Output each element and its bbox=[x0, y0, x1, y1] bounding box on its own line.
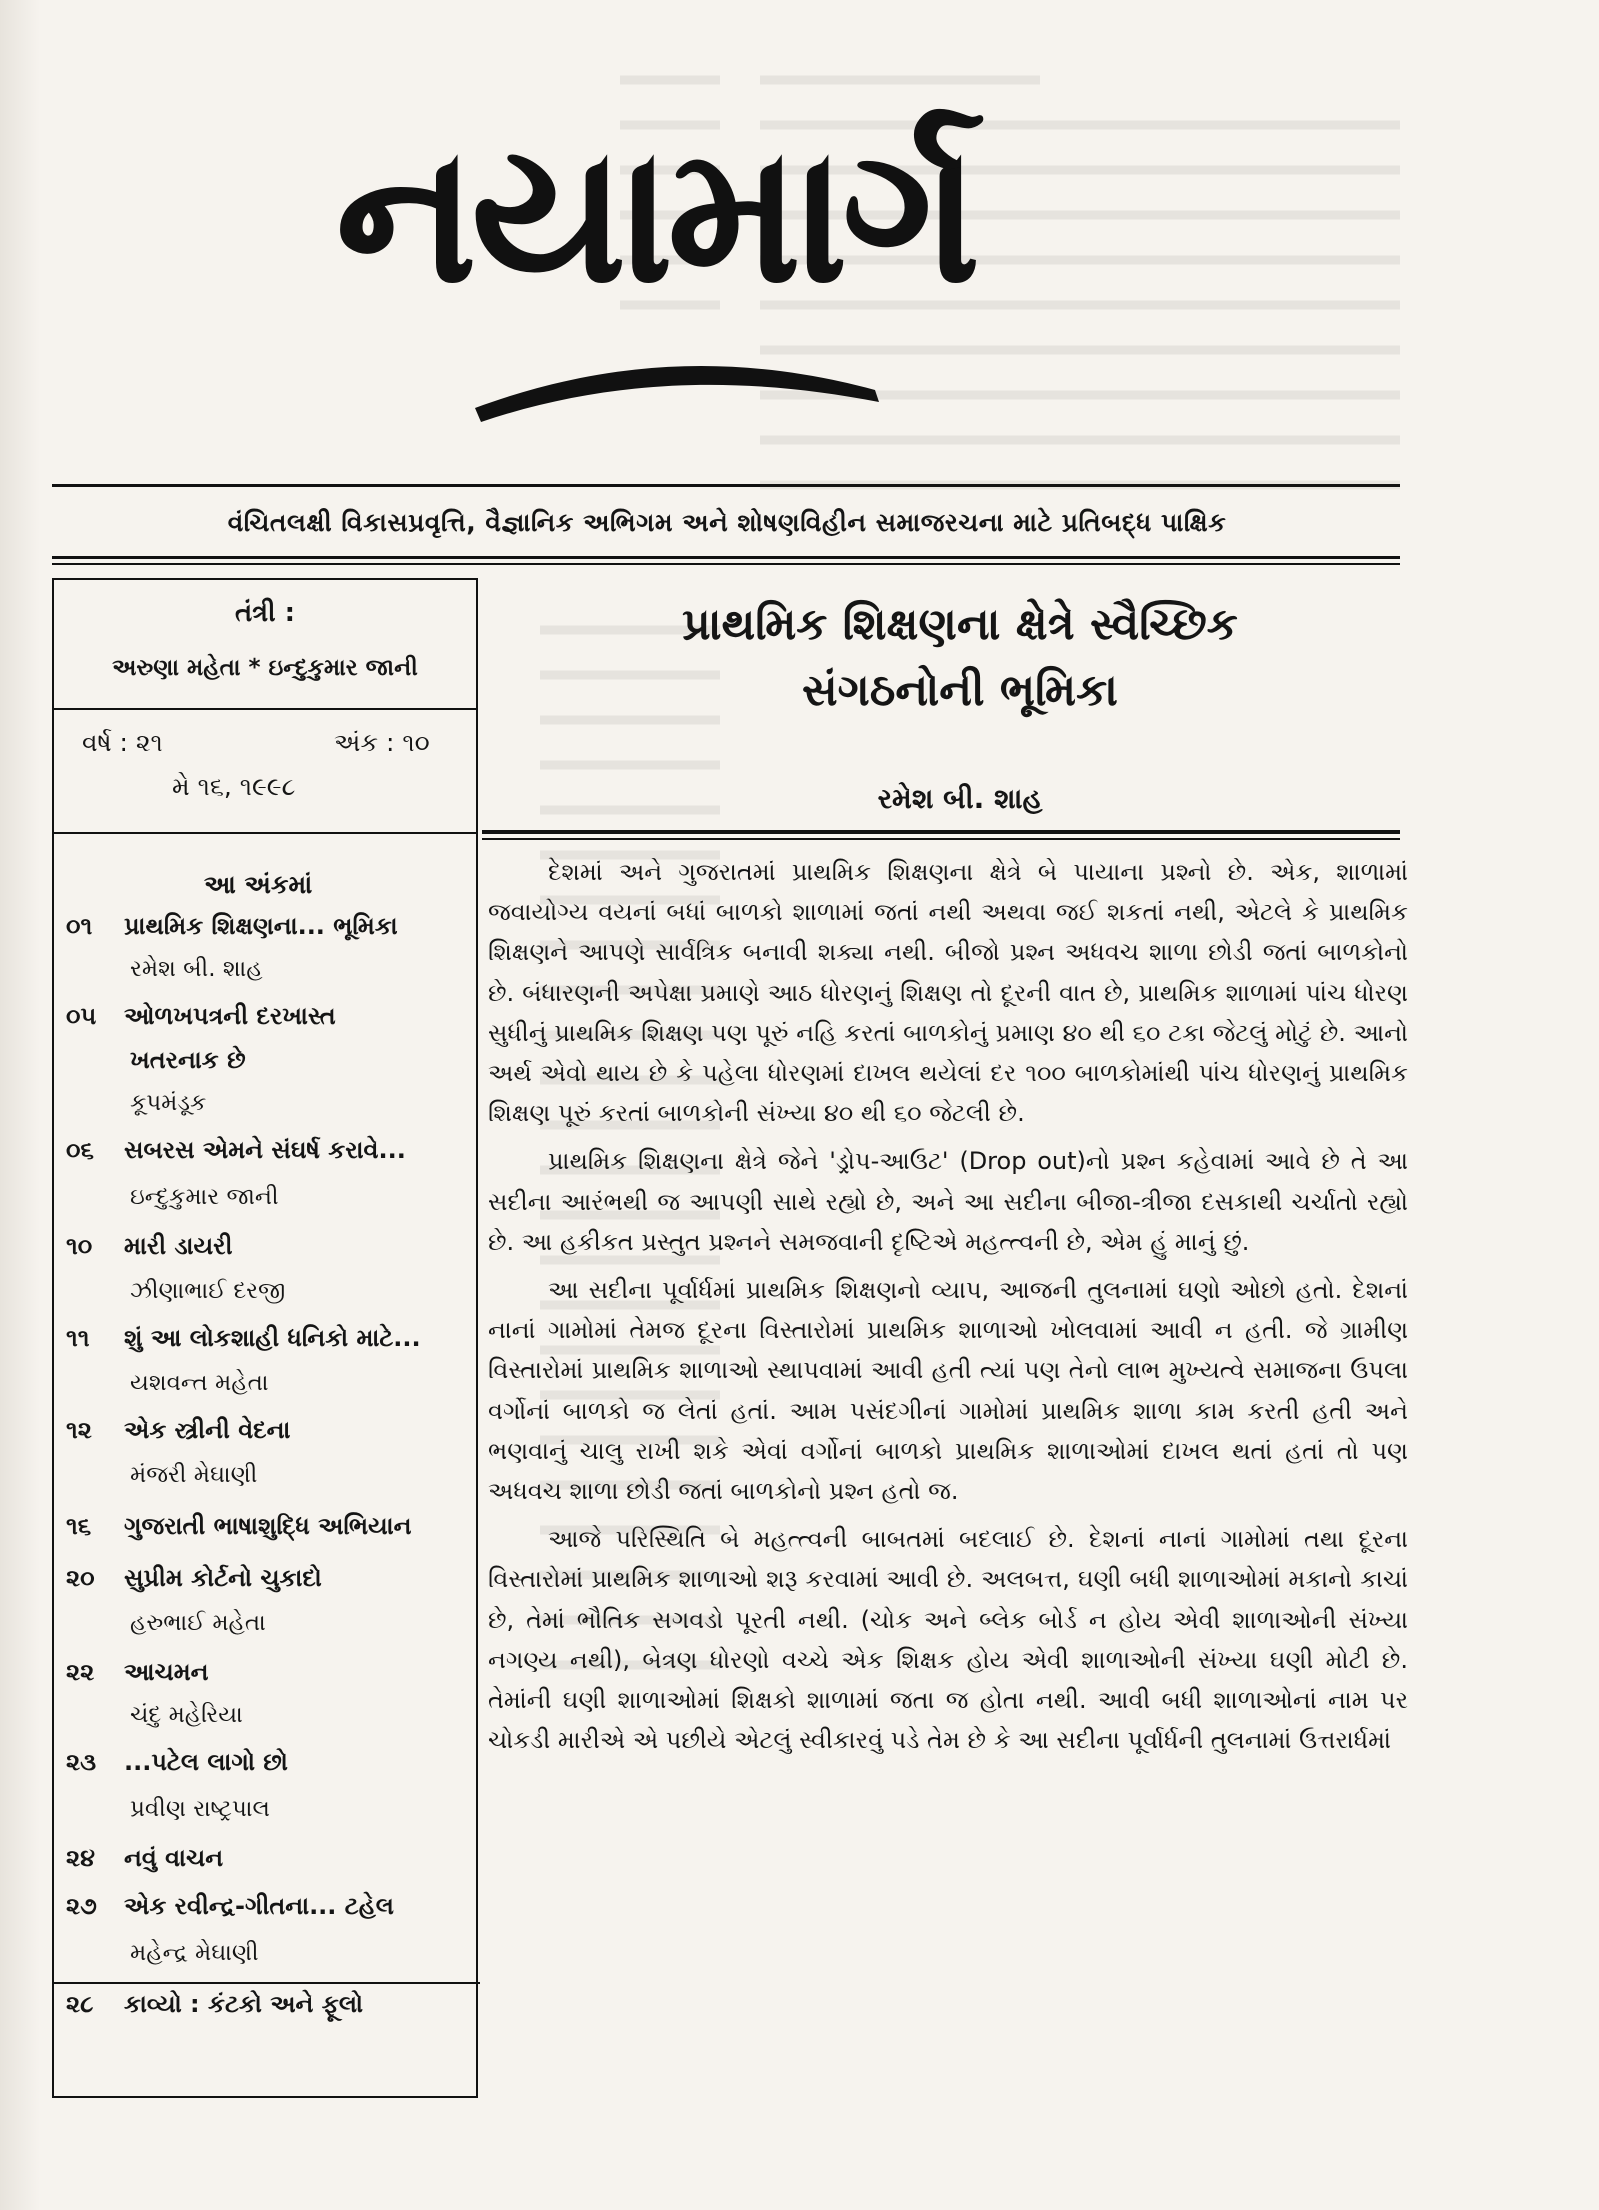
toc-title: ...પટેલ લાગો છો bbox=[124, 1748, 288, 1776]
article-paragraph: દેશમાં અને ગુજરાતમાં પ્રાથમિક શિક્ષણના ક્ષેત્રે બે પાયાના પ્રશ્નો છે. એક, શાળામાં જવાયોગ્ય વયનાં બધાં બાળકો શાળામાં જતાં નથી અથવા જઈ શકતાં નથી, એટલે કે પ્રાથમિક શિક્ષણને આપણે સાર્વત્રિક બનાવી શક્યા નથી. બીજો પ્રશ્ન અધવચ શાળા છોડી જતાં બાળકોનો છે. બંધારણની અપેક્ષા પ્રમાણે આઠ ધોરણનું શિક્ષણ તો દૂરની વાત છે, પ્રાથમિક શાળામાં પાંચ ધોરણ સુધીનું પ્રાથમિક શિક્ષણ પણ પૂરું નહિ કરતાં બાળકોનું પ્રમાણ ૪૦ થી ૬૦ ટકા જેટલું મોટું છે. આનો અર્થ એવો થાય છે કે પહેલા ધોરણમાં દાખલ થયેલાં દર ૧૦૦ બાળકોમાંથી પાંચ ધોરણનું પ્રાથમિક શિક્ષણ પૂરું કરતાં બાળકોની સંખ્યા ૪૦ થી ૬૦ જેટલી છે. bbox=[488, 858, 1408, 1128]
toc-author: ઝીણાભાઈ દરજી bbox=[130, 1278, 286, 1304]
top-rule bbox=[52, 484, 1400, 487]
toc-title: પ્રાથમિક શિક્ષણના... ભૂમિકા bbox=[124, 912, 398, 940]
toc-page-number: ૨૭ bbox=[66, 1892, 97, 1920]
tagline-bottom-rule-thin bbox=[52, 563, 1400, 565]
toc-title: ગુજરાતી ભાષાશુદ્ધિ અભિયાન bbox=[124, 1512, 412, 1540]
toc-author: હરુભાઈ મહેતા bbox=[130, 1610, 266, 1636]
article-paragraph: પ્રાથમિક શિક્ષણના ક્ષેત્રે જેને 'ડ્રોપ-આઉટ' (Drop out)નો પ્રશ્ન કહેવામાં આવે છે તે આ સદીના આરંભથી જ આપણી સાથે રહ્યો છે, અને આ સદીના બીજા-ત્રીજા દસકાથી ચર્ચાતો રહ્યો છે. આ હકીકત પ્રસ્તુત પ્રશ્નને સમજવાની દૃષ્ટિએ મહત્ત્વની છે, એમ હું માનું છું. bbox=[488, 1147, 1408, 1256]
toc-bottom-rule bbox=[54, 1982, 480, 1984]
page-edge-shadow bbox=[0, 0, 40, 2210]
toc-author: મંજરી મેઘાણી bbox=[130, 1462, 258, 1488]
article-title bbox=[480, 592, 1440, 724]
toc-title: સુપ્રીમ કોર્ટનો ચુકાદો bbox=[124, 1564, 322, 1592]
toc-author: પ્રવીણ રાષ્ટ્રપાલ bbox=[130, 1796, 270, 1822]
article-title-line-2: સંગઠનોની ભૂમિકા bbox=[802, 665, 1118, 716]
toc-author: ચંદુ મહેરિયા bbox=[130, 1702, 243, 1728]
sidebar-divider bbox=[54, 832, 476, 834]
toc-author: રમેશ બી. શાહ bbox=[130, 956, 263, 982]
toc-heading: આ અંકમાં bbox=[204, 870, 313, 899]
toc-title: સબરસ એમને સંઘર્ષ કરાવે... bbox=[124, 1136, 406, 1164]
masthead-title: નયામાર્ગ bbox=[335, 104, 975, 325]
toc-item[interactable] bbox=[66, 1892, 394, 1920]
article-paragraph: આ સદીના પૂર્વાર્ધમાં પ્રાથમિક શિક્ષણનો વ્યાપ, આજની તુલનામાં ઘણો ઓછો હતો. દેશનાં નાનાં ગામોમાં તેમજ દૂરના વિસ્તારોમાં પ્રાથમિક શાળાઓ ખોલવામાં આવી ન હતી. જે ગ્રામીણ વિસ્તારોમાં પ્રાથમિક શાળાઓ સ્થાપવામાં આવી હતી ત્યાં પણ તેનો લાભ મુખ્યત્વે સમાજના ઉપલા વર્ગોનાં બાળકો જ લેતાં હતાં. આમ પસંદગીનાં ગામોમાં પ્રાથમિક શાળા કામ કરતી હતી અને ભણવાનું ચાલુ રાખી શકે એવાં વર્ગોનાં બાળકો પ્રાથમિક શાળાઓમાં દાખલ થતાં હતાં તો પણ અધવચ શાળા છોડી જતાં બાળકોનો પ્રશ્ન હતો જ. bbox=[488, 1276, 1408, 1506]
toc-page-number: ૧૨ bbox=[66, 1416, 92, 1444]
toc-item[interactable] bbox=[66, 1324, 421, 1352]
toc-page-number: ૨૮ bbox=[66, 1990, 94, 2018]
toc-author: કૂપમંડૂક bbox=[130, 1090, 207, 1116]
toc-page-number: ૨૦ bbox=[66, 1564, 95, 1592]
article-body bbox=[488, 852, 1408, 1768]
toc-title: ઓળખપત્રની દરખાસ્ત bbox=[124, 1002, 336, 1030]
tagline-bottom-rule bbox=[52, 556, 1400, 559]
toc-author: મહેન્દ્ર મેઘાણી bbox=[130, 1940, 259, 1966]
toc-title: મારી ડાયરી bbox=[124, 1232, 233, 1260]
sidebar-box bbox=[52, 578, 478, 2098]
toc-title: નવું વાચન bbox=[124, 1844, 224, 1872]
toc-page-number: ૦૫ bbox=[66, 1002, 97, 1030]
toc-title: કાવ્યો : કંટકો અને ફૂલો bbox=[124, 1990, 364, 2018]
toc-page-number: ૧૦ bbox=[66, 1232, 93, 1260]
editors-names: અરુણા મહેતા * ઇન્દુકુમાર જાની bbox=[112, 655, 418, 681]
toc-item[interactable] bbox=[66, 1232, 232, 1260]
toc-page-number: ૦૧ bbox=[66, 912, 93, 940]
toc-title: એક રવીન્દ્ર-ગીતના... ટહેલ bbox=[124, 1892, 394, 1920]
toc-page-number: ૧૬ bbox=[66, 1512, 92, 1540]
toc-title: શું આ લોકશાહી ધનિકો માટે... bbox=[124, 1324, 421, 1352]
toc-item[interactable] bbox=[66, 1748, 288, 1776]
toc-item[interactable] bbox=[66, 912, 398, 940]
toc-item[interactable] bbox=[66, 1002, 336, 1030]
toc-item[interactable] bbox=[66, 1990, 363, 2018]
toc-title: આચમન bbox=[124, 1658, 209, 1686]
issue-date: મે ૧૬, ૧૯૯૮ bbox=[172, 772, 296, 801]
toc-item[interactable] bbox=[66, 1136, 406, 1164]
tagline: વંચિતલક્ષી વિકાસપ્રવૃત્તિ, વૈજ્ઞાનિક અભિગમ અને શોષણવિહીન સમાજરચના માટે પ્રતિબદ્ધ પાક્ષિક bbox=[227, 508, 1227, 537]
toc-item[interactable] bbox=[66, 1416, 290, 1444]
toc-item[interactable] bbox=[66, 1658, 209, 1686]
article-title-line-1: પ્રાથમિક શિક્ષણના ક્ષેત્રે સ્વૈચ્છિક bbox=[682, 599, 1238, 650]
toc-item[interactable] bbox=[66, 1844, 223, 1872]
issue-number: અંક : ૧૦ bbox=[334, 728, 430, 757]
byline-rule bbox=[482, 830, 1400, 834]
sidebar-divider bbox=[54, 708, 476, 710]
toc-title: એક સ્ત્રીની વેદના bbox=[124, 1416, 291, 1444]
volume-number: વર્ષ : ૨૧ bbox=[82, 728, 163, 757]
toc-title-continued: ખતરનાક છે bbox=[130, 1046, 246, 1074]
masthead-swoosh bbox=[175, 90, 1135, 450]
toc-page-number: ૨૪ bbox=[66, 1844, 95, 1872]
toc-page-number: ૦૬ bbox=[66, 1136, 94, 1164]
masthead bbox=[175, 90, 1135, 450]
toc-author: ઇન્દુકુમાર જાની bbox=[130, 1184, 279, 1210]
toc-page-number: ૨૩ bbox=[66, 1748, 97, 1776]
toc-page-number: ૨૨ bbox=[66, 1658, 95, 1686]
toc-page-number: ૧૧ bbox=[66, 1324, 90, 1352]
toc-item[interactable] bbox=[66, 1564, 322, 1592]
editors-label: તંત્રી : bbox=[234, 598, 296, 628]
toc-author: યશવન્ત મહેતા bbox=[130, 1370, 269, 1396]
byline-rule-thin bbox=[482, 838, 1400, 840]
toc-item[interactable] bbox=[66, 1512, 411, 1540]
article-paragraph: આજે પરિસ્થિતિ બે મહત્ત્વની બાબતમાં બદલાઈ છે. દેશનાં નાનાં ગામોમાં તથા દૂરના વિસ્તારોમાં પ્રાથમિક શાળાઓ શરૂ કરવામાં આવી છે. અલબત્ત, ઘણી બધી શાળાઓમાં મકાનો કાચાં છે, તેમાં ભૌતિક સગવડો પૂરતી નથી. (ચોક અને બ્લેક બોર્ડ ન હોય એવી શાળાઓની સંખ્યા નગણ્ય નથી), બેત્રણ ધોરણો વચ્ચે એક શિક્ષક હોય એવી શાળાઓની સંખ્યા ઘણી મોટી છે. તેમાંની ઘણી શાળાઓમાં શિક્ષકો શાળામાં જતા જ હોતા નથી. આવી બધી શાળાઓનાં નામ પર ચોકડી મારીએ એ પછીયે એટલું સ્વીકારવું પડે તેમ છે કે આ સદીના પૂર્વાર્ધની તુલનામાં ઉત્તરાર્ધમાં bbox=[488, 1525, 1408, 1755]
article-byline: રમેશ બી. શાહ bbox=[877, 782, 1043, 815]
